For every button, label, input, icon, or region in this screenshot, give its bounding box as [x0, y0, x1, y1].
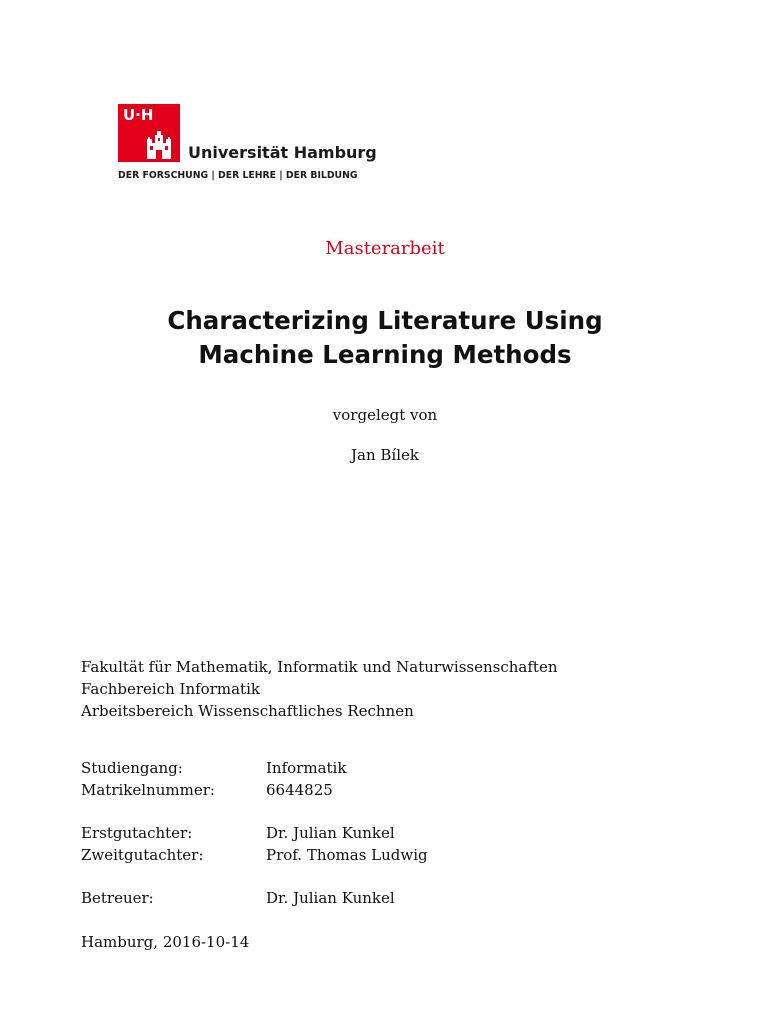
thesis-type: Masterarbeit [325, 238, 445, 259]
department: Fachbereich Informatik [81, 680, 260, 698]
supervisor-value: Dr. Julian Kunkel [266, 889, 395, 907]
affiliation-block [81, 656, 557, 722]
author-name: Jan Bílek [351, 446, 419, 464]
second-reviewer-value: Prof. Thomas Ludwig [266, 846, 428, 864]
thesis-title-line-2: Machine Learning Methods [198, 340, 572, 369]
program-label: Studiengang: [81, 759, 183, 777]
program-value: Informatik [266, 759, 347, 777]
university-name: Universität Hamburg [188, 143, 377, 162]
presented-by-label: vorgelegt von [332, 406, 438, 424]
thesis-title [0, 304, 770, 372]
thesis-title-line-1: Characterizing Literature Using [167, 306, 603, 335]
student-id-label: Matrikelnummer: [81, 781, 215, 799]
student-id-value: 6644825 [266, 781, 333, 799]
castle-icon [144, 131, 174, 159]
first-reviewer-label: Erstgutachter: [81, 824, 193, 842]
first-reviewer-value: Dr. Julian Kunkel [266, 824, 395, 842]
logo-badge [118, 104, 180, 162]
place-date: Hamburg, 2016-10-14 [81, 933, 250, 951]
faculty: Fakultät für Mathematik, Informatik und Naturwissenschaften [81, 658, 558, 676]
supervisor-label: Betreuer: [81, 889, 154, 907]
logo-badge-text: U·H [123, 106, 154, 124]
research-group: Arbeitsbereich Wissenschaftliches Rechnen [81, 702, 414, 720]
second-reviewer-label: Zweitgutachter: [81, 846, 204, 864]
university-logo [118, 104, 388, 188]
university-tagline: DER FORSCHUNG | DER LEHRE | DER BILDUNG [118, 170, 358, 181]
